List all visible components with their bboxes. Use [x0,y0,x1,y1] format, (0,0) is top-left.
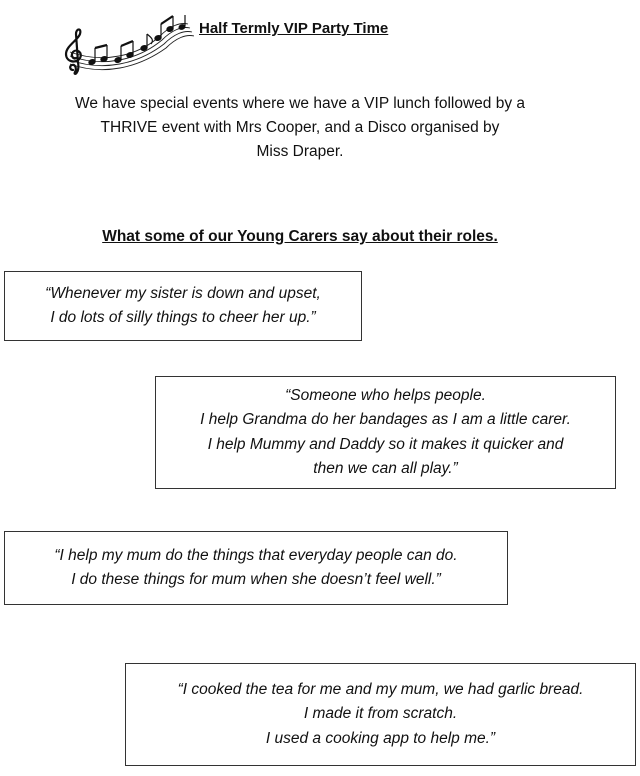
quote-line: “I cooked the tea for me and my mum, we had garlic bread. [177,680,584,698]
quote-line: “I help my mum do the things that everyday people can do. [54,546,458,564]
quote-line: “Someone who helps people. [285,386,486,404]
quote-line: then we can all play.” [313,460,458,477]
quote-line: “Whenever my sister is down and upset, [45,284,321,302]
intro-line: Miss Draper. [256,143,344,160]
quote-box-grandma [155,376,616,489]
intro-paragraph [20,92,580,164]
quote-line: I do lots of silly things to cheer her up.” [50,309,316,326]
treble-clef-music-notes-icon [58,12,194,78]
quote-box-sister [4,271,362,341]
quotes-heading: What some of our Young Carers say about their roles. [102,228,498,245]
page-title: Half Termly VIP Party Time [199,20,389,37]
quote-line: I do these things for mum when she doesn’t feel well.” [71,571,441,588]
quote-line: I help Mummy and Daddy so it makes it quicker and [207,435,564,453]
intro-line: THRIVE event with Mrs Cooper, and a Disco organised by [100,119,500,136]
quote-box-mum-everyday [4,531,508,605]
quote-box-cooking [125,663,636,766]
quote-line: I used a cooking app to help me.” [265,729,496,747]
intro-line: We have special events where we have a VIP lunch followed by a [74,95,526,112]
quote-line: I help Grandma do her bandages as I am a little carer. [200,411,571,428]
quote-line: I made it from scratch. [303,705,458,723]
